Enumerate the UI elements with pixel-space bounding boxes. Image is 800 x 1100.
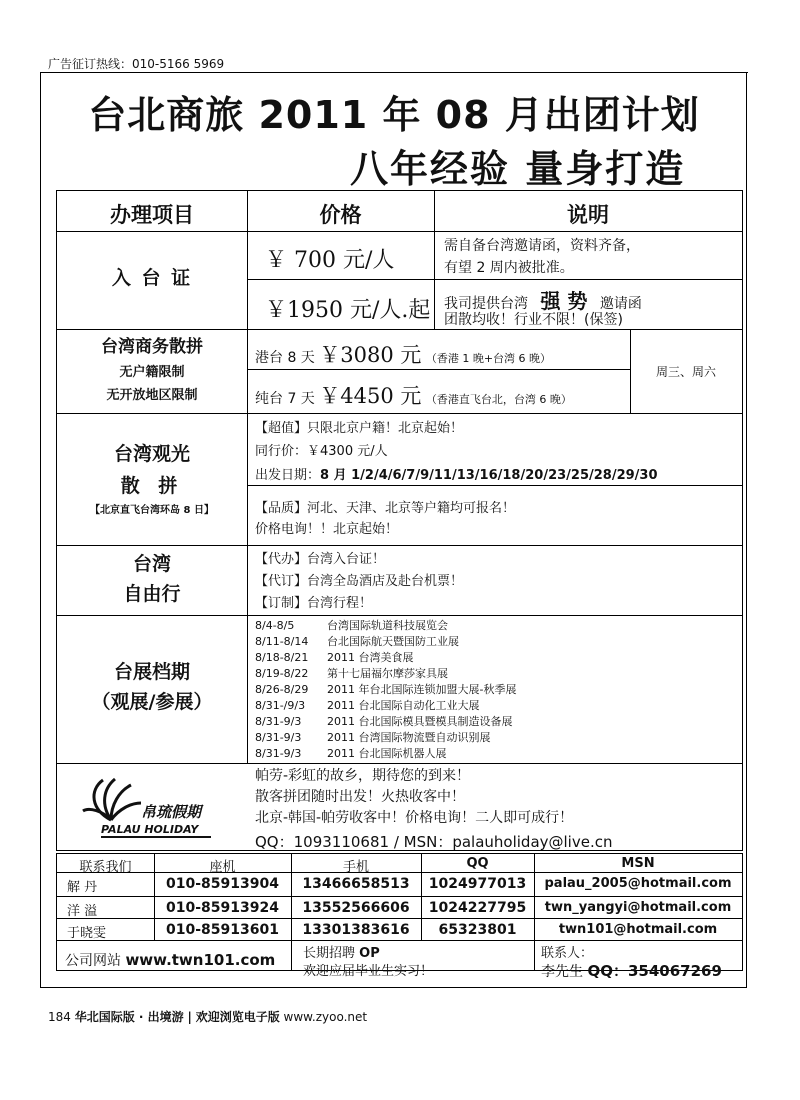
recruit-line1 [303,942,380,961]
exhibition-name: 2011 台湾国际物流暨自动识别展 [327,731,491,744]
business-row2 [255,380,572,410]
business-days: 周三、周六 [655,365,716,379]
contact-msn[interactable]: twn_yangyi@hotmail.com [544,900,732,915]
recruit-line2: 欢迎应届毕业生实习！ [303,964,434,979]
row-divider [57,615,742,616]
exhibition-date: 8/31-9/3 [255,747,302,760]
recruit-prefix: 长期招聘 [303,946,356,961]
contacts-header-cell: MSN [621,856,655,871]
contacts-header-cell: 座机 [209,860,236,875]
ad-hotline: 广告征订热线：010-5166 5969 [48,57,225,71]
sightseeing-label-line1: 台湾观光 [113,443,190,465]
entry-permit-price1: ￥ 700 元/人 [265,248,395,273]
contacts-header-cell: QQ [466,856,489,871]
contacts-header-cell: 联系我们 [79,860,132,875]
row-divider [247,485,742,486]
website-label: 公司网站 [65,953,121,969]
exhibition-name: 2011 台湾美食展 [327,651,414,664]
row-divider [57,918,742,919]
exhibition-item [255,681,516,697]
row-divider [57,329,742,330]
free-travel-label-line1: 台湾 [132,553,171,575]
row-divider [57,763,742,764]
exhibition-name: 台北国际航天暨国防工业展 [327,635,459,648]
row-divider [57,940,742,941]
row-divider [57,896,742,897]
contact-qq: QQ：354067269 [587,962,722,980]
note2-suffix: 邀请函 [599,296,642,312]
row1-price: ￥3080 元 [319,343,422,367]
sightseeing-label-line3: 【北京直飞台湾环岛 8 日】 [90,505,214,516]
exhibition-name: 2011 台北国际机器人展 [327,747,447,760]
exhibition-date: 8/19-8/22 [255,667,309,680]
entry-permit-label: 入 台 证 [111,267,193,289]
header-item: 办理项目 [110,203,194,227]
row2-prefix: 纯台 7 天 [255,391,315,407]
contact-name: 于晓雯 [67,926,107,941]
exhibition-name: 2011 台北国际自动化工业大展 [327,699,480,712]
website-url[interactable]: www.twn101.com [125,951,276,969]
sightseeing-label-line2: 散 拼 [120,475,184,497]
sightseeing-line2: 同行价：￥4300 元/人 [255,444,388,459]
free-travel-line1: 【代办】台湾入台证！ [255,552,386,567]
contact-msn[interactable]: palau_2005@hotmail.com [544,876,732,891]
row-divider [247,369,630,370]
logo-en-text: PALAU HOLIDAY [101,823,199,836]
exhibition-date: 8/31-/9/3 [255,699,306,712]
header-notes: 说明 [567,203,609,227]
free-travel-line2: 【代订】台湾全岛酒店及赴台机票！ [255,574,464,589]
exhibition-item [255,729,491,745]
entry-permit-note1-line2: 有望 2 周内被批准。 [444,260,574,276]
entry-permit-note2-line2: 团散均收！行业不限！(保签) [444,312,623,328]
contact-phone[interactable]: 010-85913924 [166,900,279,916]
contact-phone[interactable]: 010-85913904 [166,876,279,892]
exhibition-date: 8/11-8/14 [255,635,309,648]
row-divider [57,545,742,546]
recruit-emph: OP [359,946,380,961]
palau-line2: 散客拼团随时出发！火热收客中！ [255,789,465,805]
row-divider [57,231,742,232]
entry-permit-price2: ￥1950 元/人.起 [265,298,431,323]
footer-separator: | [187,1010,192,1024]
business-label-line3: 无开放地区限制 [106,388,198,403]
palau-contact: QQ：1093110681 / MSN：palauholiday@live.cn [255,833,613,851]
page-number: 184 [48,1010,71,1024]
contact-person: 李先生 [541,964,583,980]
business-row1 [255,339,551,369]
contacts-header-cell: 手机 [342,860,369,875]
business-label-line1: 台湾商务散拼 [101,337,203,357]
exhibition-date: 8/18-8/21 [255,651,309,664]
title-line2: 八年经验 量身打造 [350,147,686,191]
sightseeing-line5: 价格电询！！北京起始！ [255,522,399,537]
sightseeing-line1: 【超值】只限北京户籍！北京起始！ [255,421,464,436]
row-divider [57,413,742,414]
exhibition-item [255,617,448,633]
exhibition-date: 8/31-9/3 [255,731,302,744]
exhibition-item [255,649,414,665]
contact-mobile[interactable]: 13552566606 [302,900,410,916]
exhibition-date: 8/4-8/5 [255,619,295,632]
website [65,950,275,970]
row-divider [434,279,742,280]
exhibitions-label-line2: （观展/参展） [91,691,213,713]
contact-name: 解 丹 [67,880,98,895]
contact-qq[interactable]: 1024977013 [428,876,527,892]
contact-mobile[interactable]: 13466658513 [302,876,410,892]
note2-prefix: 我司提供台湾 [444,296,528,312]
business-label-line2: 无户籍限制 [119,365,185,380]
col-divider [247,191,248,763]
footer-site[interactable]: www.zyoo.net [283,1010,368,1024]
exhibitions-label-line1: 台展档期 [113,661,190,683]
logo-cn-text: 帛琉假期 [141,803,202,821]
sightseeing-line3 [255,464,658,483]
palau-line3: 北京-韩国-帕劳收客中！价格电询！二人即可成行！ [255,810,574,826]
header-price: 价格 [319,203,362,227]
exhibition-date: 8/26-8/29 [255,683,309,696]
exhibition-name: 2011 年台北国际连锁加盟大展-秋季展 [327,683,517,696]
row2-note: （香港直飞台北，台湾 6 晚） [425,393,572,406]
page-footer [48,1008,367,1025]
exhibition-item [255,633,459,649]
dates-prefix: 出发日期： [255,468,321,483]
exhibition-item [255,745,447,761]
contact-qq[interactable]: 65323801 [438,922,517,938]
exhibition-name: 第十七届福尔摩莎家具展 [327,667,448,680]
contact-phone[interactable]: 010-85913601 [166,922,279,938]
row2-price: ￥4450 元 [319,384,422,408]
contact-mobile[interactable]: 13301383616 [302,922,410,938]
main-table [56,190,743,851]
row1-note: （香港 1 晚+台湾 6 晚） [425,352,552,365]
free-travel-label-line2: 自由行 [123,583,181,605]
exhibition-date: 8/31-9/3 [255,715,302,728]
sightseeing-line4: 【品质】河北、天津、北京等户籍均可报名！ [255,501,516,516]
exhibition-item [255,665,448,681]
title-line1: 台北商旅 2011 年 08 月出团计划 [88,93,700,137]
publication-name: 华北国际版 · 出境游 [74,1010,184,1024]
exhibition-item [255,697,480,713]
footer-promo: 欢迎浏览电子版 [195,1010,280,1024]
entry-permit-note1-line1: 需自备台湾邀请函，资料齐备， [444,238,640,254]
contact-qq[interactable]: 1024227795 [428,900,527,916]
palau-holiday-logo [81,775,221,845]
contact-msn[interactable]: twn101@hotmail.com [558,922,718,937]
row1-prefix: 港台 8 天 [255,350,315,366]
contact-label: 联系人： [541,946,594,961]
contacts-table [56,853,743,980]
note2-emphasis: 强 势 [540,289,588,313]
dates-list: 8 月 1/2/4/6/7/9/11/13/16/18/20/23/25/28/29/30 [320,468,658,483]
contact-name: 洋 溢 [67,904,98,919]
contact-person-line [541,960,722,981]
free-travel-line3: 【订制】台湾行程！ [255,596,373,611]
palau-line1: 帕劳-彩虹的故乡，期待您的到来！ [255,768,471,784]
exhibition-item [255,713,513,729]
exhibition-name: 台湾国际轨道科技展览会 [327,619,448,632]
exhibition-name: 2011 台北国际模具暨模具制造设备展 [327,715,513,728]
